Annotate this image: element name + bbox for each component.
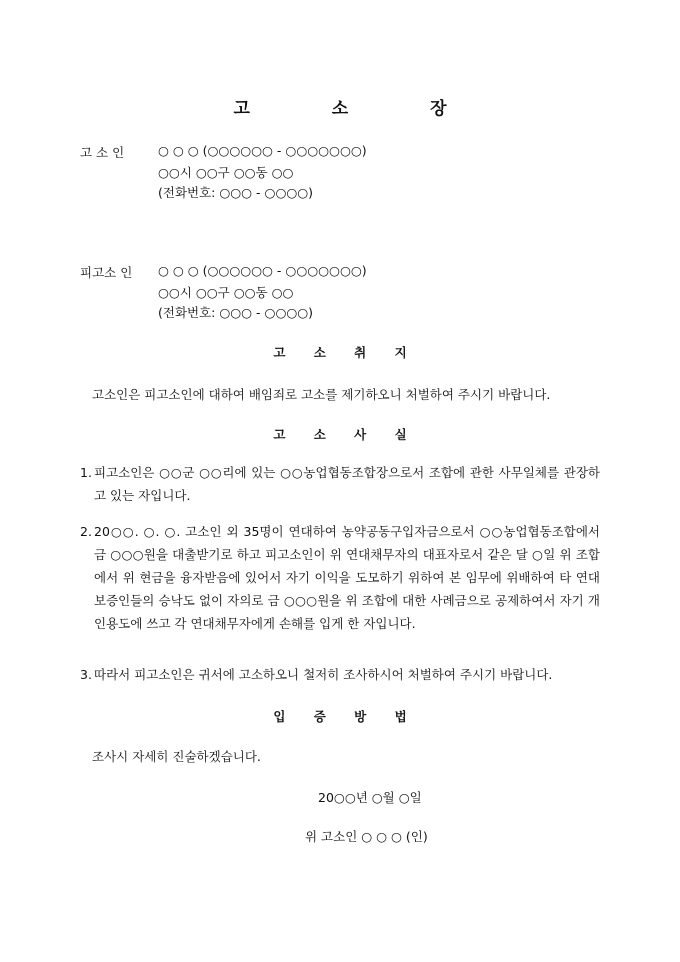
- fact-item-text: 따라서 피고소인은 귀서에 고소하오니 철저히 조사하시어 처벌하여 주시기 바랍니다.: [94, 667, 553, 682]
- fact-item-text: 20○○. ○. ○. 고소인 외 35명이 연대하여 농약공동구입자금으로서 ○○농업협동조합에서 금 ○○○원을 대출받기로 하고 피고소인이 위 연대채무자의 대표자로서 같은 달 ○일 위 조합에서 위 현금을 융자받음에 있어서 자기 이익을 도모하기 위하여 본 임무에 위배하여 타 연대 보증인들의 승낙도 없이 자의로 금 ○○○원을 위 조합에 대한 사례금으로 공제하여서 자기 개인용도에 쓰고 각 연대채무자에게 손해를 입게 한 자입니다.: [94, 524, 600, 631]
- fact-item-3: [80, 663, 600, 686]
- document-date: 20○○년 ○월 ○일: [318, 790, 422, 805]
- fact-item-number: 3.: [80, 667, 92, 682]
- signature-line: 위 고소인 ○ ○ ○ (인): [305, 829, 428, 844]
- purpose-heading: 고 소 취 지: [273, 345, 419, 360]
- fact-item-number: 1.: [80, 465, 92, 480]
- complainant-phone: (전화번호: ○○○ - ○○○○): [158, 185, 314, 200]
- evidence-heading: 입 증 방 법: [273, 709, 419, 724]
- defendant-name-id: ○ ○ ○ (○○○○○○ - ○○○○○○○): [158, 263, 367, 278]
- fact-item-number: 2.: [80, 524, 92, 539]
- complainant-label: 고 소 인: [80, 145, 125, 160]
- complainant-address: ○○시 ○○구 ○○동 ○○: [158, 165, 294, 180]
- facts-heading: 고 소 사 실: [273, 427, 419, 442]
- complainant-name-id: ○ ○ ○ (○○○○○○ - ○○○○○○○): [158, 143, 367, 158]
- fact-item-1: [80, 461, 600, 507]
- document-title: 고 소 장: [233, 99, 485, 119]
- defendant-phone: (전화번호: ○○○ - ○○○○): [158, 305, 314, 320]
- purpose-text: 고소인은 피고소인에 대하여 배임죄로 고소를 제기하오니 처벌하여 주시기 바랍니다.: [92, 387, 551, 402]
- fact-item-2: [80, 520, 600, 635]
- evidence-text: 조사시 자세히 진술하겠습니다.: [92, 749, 261, 764]
- defendant-address: ○○시 ○○구 ○○동 ○○: [158, 285, 294, 300]
- fact-item-text: 피고소인은 ○○군 ○○리에 있는 ○○농업협동조합장으로서 조합에 관한 사무일체를 관장하고 있는 자입니다.: [94, 465, 600, 503]
- defendant-label: 피고소 인: [80, 265, 133, 280]
